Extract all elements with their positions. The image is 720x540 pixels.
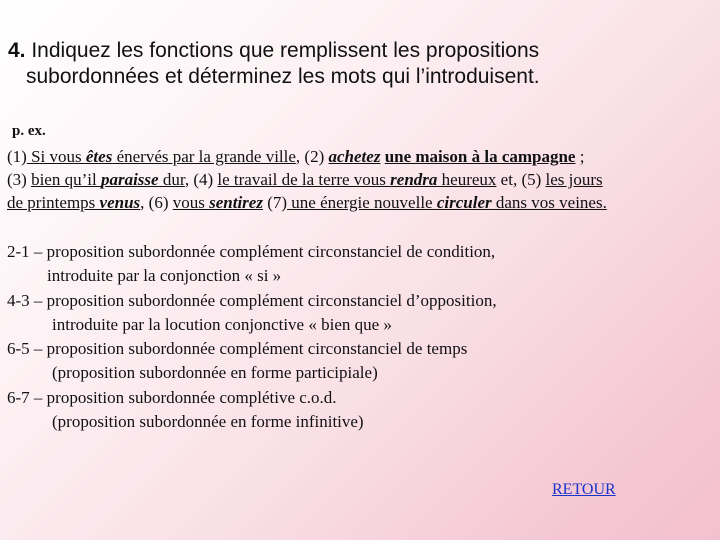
- example-fragment: de printemps: [7, 193, 100, 212]
- exercise-title-line2: subordonnées et déterminez les mots qui l’introduisent.: [26, 65, 540, 88]
- example-fragment: une maison à la campagne: [384, 147, 576, 166]
- example-fragment: venus: [99, 193, 141, 212]
- example-fragment: rendra: [390, 170, 438, 189]
- example-fragment: (3): [7, 170, 32, 189]
- example-line-2: [7, 168, 717, 191]
- retour-link[interactable]: RETOUR: [552, 481, 616, 498]
- example-fragment: le travail de la terre vous: [217, 170, 391, 189]
- example-fragment: êtes: [85, 147, 113, 166]
- exercise-title: [8, 38, 648, 90]
- example-text: [7, 145, 717, 214]
- answer-heading: 4-3 – proposition subordonnée complément circonstanciel d’opposition,: [7, 290, 497, 310]
- exercise-number: 4.: [8, 39, 26, 62]
- example-fragment: (1): [7, 147, 27, 166]
- example-fragment: , (6): [140, 193, 173, 212]
- example-fragment: circuler: [436, 193, 492, 212]
- example-fragment: paraisse: [100, 170, 159, 189]
- exercise-title-line1: Indiquez les fonctions que remplissent les propositions: [25, 39, 540, 62]
- example-line-1: [7, 145, 717, 168]
- example-fragment: et, (5): [496, 170, 546, 189]
- example-fragment: une énergie nouvelle: [287, 193, 437, 212]
- example-fragment: les jours: [545, 170, 603, 189]
- example-fragment: , (2): [295, 147, 329, 166]
- example-fragment: (7): [262, 193, 288, 212]
- example-fragment: Si vous: [26, 147, 86, 166]
- example-fragment: achetez: [328, 147, 381, 166]
- answer-detail: (proposition subordonnée en forme infinitive): [52, 412, 364, 432]
- example-fragment: sentirez: [209, 193, 263, 212]
- answer-heading: 6-7 – proposition subordonnée complétive c.o.d.: [7, 387, 337, 407]
- answer-detail: introduite par la conjonction « si »: [47, 266, 282, 286]
- answers-list: [7, 240, 707, 434]
- example-fragment: dur: [158, 170, 185, 189]
- example-fragment: , (4): [184, 170, 218, 189]
- answer-detail: (proposition subordonnée en forme participiale): [52, 363, 378, 383]
- example-fragment: bien qu’il: [31, 170, 101, 189]
- answer-heading: 2-1 – proposition subordonnée complément circonstanciel de condition,: [7, 242, 496, 261]
- example-fragment: heureux: [437, 170, 497, 189]
- example-fragment: ;: [575, 147, 585, 166]
- example-fragment: dans vos veines.: [491, 193, 607, 212]
- example-fragment: énervés par la grande ville: [112, 147, 296, 166]
- example-fragment: vous: [172, 193, 210, 212]
- answer-detail: introduite par la locution conjonctive « bien que »: [52, 314, 392, 334]
- example-label: p. ex.: [12, 123, 46, 139]
- example-line-3: [7, 191, 717, 214]
- answer-heading: 6-5 – proposition subordonnée complément circonstanciel de temps: [7, 339, 468, 359]
